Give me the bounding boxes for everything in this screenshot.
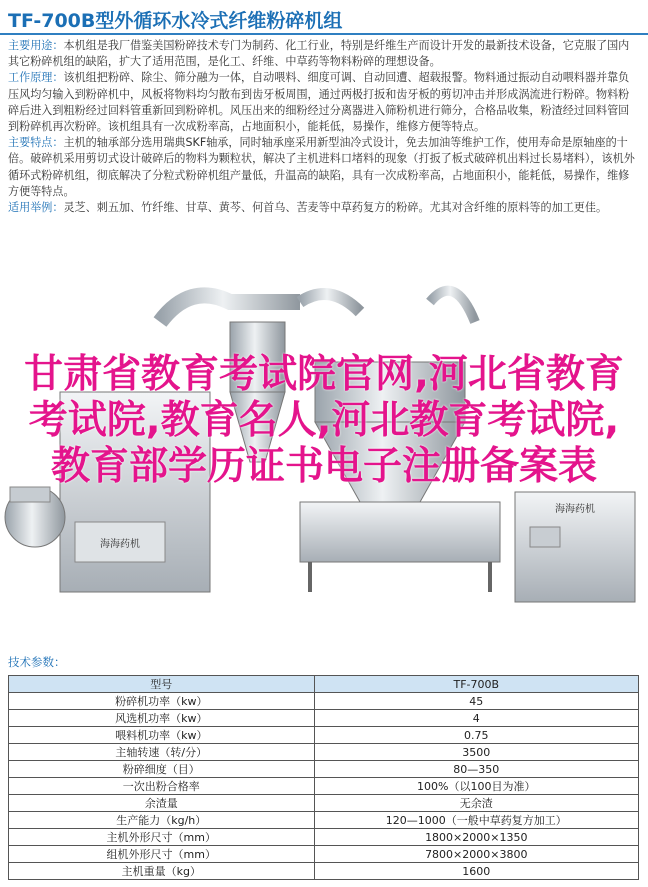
section-text: 灵芝、刺五加、竹纤维、甘草、黄芩、何首乌、苦麦等中草药复方的粉碎。尤其对含纤维的原料等的加工更佳。 [63,201,608,215]
table-cell-key: 主机重量（kg） [9,863,315,880]
section-principle [8,70,640,135]
table-cell-value: 80—350 [314,761,638,778]
table-cell-key: 组机外形尺寸（mm） [9,846,315,863]
section-label: 主要特点： [8,136,64,150]
title-bar [0,0,648,35]
table-header-cell: 型号 [9,676,315,693]
table-cell-key: 生产能力（kg/h） [9,812,315,829]
table-row [9,795,639,812]
table-cell-value: 1600 [314,863,638,880]
table-cell-key: 粉碎细度（目） [9,761,315,778]
table-cell-value: 100%（以100目为准） [314,778,638,795]
section-label: 适用举例： [8,201,64,215]
table-row [9,829,639,846]
table-cell-key: 风选机功率（kw） [9,710,315,727]
table-cell-value: 1800×2000×1350 [314,829,638,846]
table-row [9,693,639,710]
table-cell-value: 无余渣 [314,795,638,812]
table-row [9,744,639,761]
overlay-text: 甘肃省教育考试院官网,河北省教育考试院,教育名人,河北教育考试院,教育部学历证书电子注册备案表 [24,352,624,489]
table-cell-value: 45 [314,693,638,710]
table-header-row [9,676,639,693]
table-cell-key: 主轴转速（转/分） [9,744,315,761]
page-title: TF-700B型外循环水冷式纤维粉碎机组 [8,10,343,32]
section-text: 主机的轴承部分选用瑞典SKF轴承，同时轴承座采用新型油冷式设计，免去加油等维护工作，使用寿命是原轴座的十倍。破碎机采用剪切式设计破碎后的物料为颗粒状，解决了主机进料口堵料的现象（打扳了板式破碎机出料过长易堵料），该机外循环式粉碎机组，彻底解决了分粒式粉碎机组产量低，升温高的缺陷，具有一次成粉率高，占地面积小，能耗低，易操作，维修方便等特点。 [8,136,635,198]
table-cell-value: 3500 [314,744,638,761]
machine-label-left: 海海药机 [100,539,140,550]
table-cell-key: 一次出粉合格率 [9,778,315,795]
table-cell-value: 4 [314,710,638,727]
section-label: 主要用途： [8,39,64,52]
table-row [9,846,639,863]
machine-label-right: 海海药机 [555,504,595,515]
section-examples [8,200,640,216]
table-cell-key: 余渣量 [9,795,315,812]
specs-label: 技术参数： [8,655,66,669]
table-row [9,710,639,727]
section-text: 本机组是我厂借鉴美国粉碎技术专门为制药、化工行业，特别是纤维生产而设计开发的最新技术设备，它克服了国内其它粉碎机组的缺陷，扩大了适用范围，是化工、纤维、中草药等物料粉碎的理想设备。 [8,39,630,69]
table-cell-value: 120—1000（一般中草药复方加工） [314,812,638,829]
table-cell-value: 0.75 [314,727,638,744]
table-row [9,778,639,795]
table-row [9,761,639,778]
section-features [8,135,640,200]
table-cell-key: 喂料机功率（kw） [9,727,315,744]
section-text: 该机组把粉碎、除尘、筛分融为一体，自动喂料、细度可调、自动回遭、超载报警。物料通过振动自动喂料器并靠负压风均匀输入到粉碎机中，风板将物料均匀散布到齿牙板周围，通过两极打扳和齿牙板的剪切冲击并形成涡流进行粉碎。物料粉碎后进入到粗粉经过回料管重新回到粉碎机。风压出来的细粉经过分离器进入筛粉机进行筛分，合格品收集，粉渣经过回料管回到粉碎机再次粉碎。该机组具有一次成粉率高，占地面积小，能耗低，易操作，维修方便等特点。 [8,71,630,134]
section-label: 工作原理： [8,71,64,85]
table-row [9,727,639,744]
table-cell-key: 主机外形尺寸（mm） [9,829,315,846]
description-sections [8,38,640,216]
table-cell-key: 粉碎机功率（kw） [9,693,315,710]
table-header-cell: TF-700B [314,676,638,693]
table-row [9,812,639,829]
table-row [9,863,639,880]
section-usage [8,38,640,70]
specs-table [8,675,639,880]
table-cell-value: 7800×2000×3800 [314,846,638,863]
